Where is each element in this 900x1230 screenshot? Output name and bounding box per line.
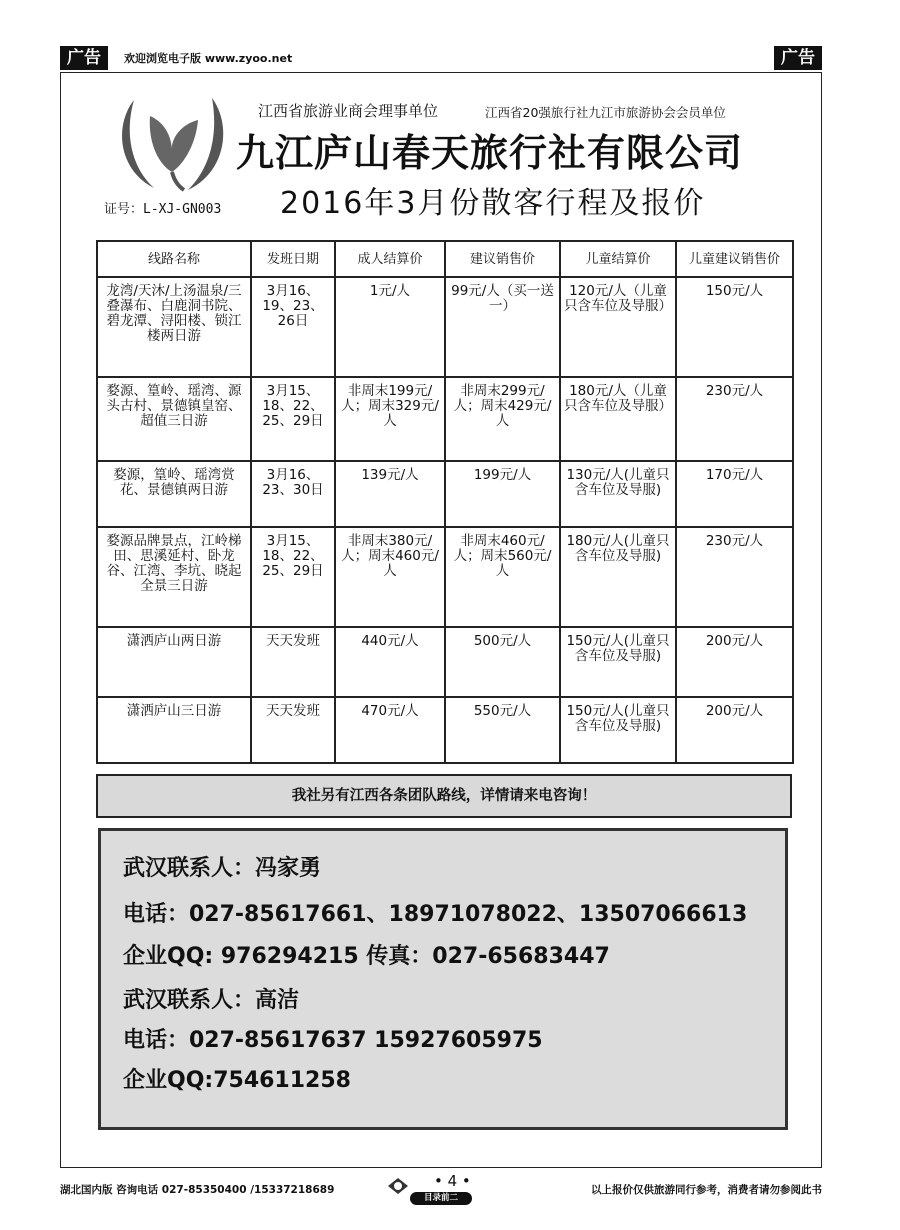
ad-label-right: 广告 bbox=[774, 46, 822, 70]
child-price-cell: 150元/人(儿童只含车位及导服) bbox=[560, 627, 676, 697]
suggested-price-cell: 199元/人 bbox=[445, 461, 560, 527]
date-cell: 3月15、18、22、25、29日 bbox=[251, 377, 335, 461]
contact-qq-fax-1[interactable]: 企业QQ: 976294215 传真：027-65683447 bbox=[123, 944, 610, 969]
member-text-2: 江西省20强旅行社九江市旅游协会会员单位 bbox=[485, 105, 726, 120]
date-cell: 天天发班 bbox=[251, 627, 335, 697]
contact-box bbox=[98, 828, 788, 1130]
suggested-price-cell: 99元/人（买一送一） bbox=[445, 277, 560, 377]
child-price-cell: 120元/人（儿童只含车位及导服） bbox=[560, 277, 676, 377]
team-route-banner: 我社另有江西各条团队路线，详情请来电咨询！ bbox=[96, 774, 792, 818]
contact-person-2: 武汉联系人：高洁 bbox=[123, 988, 300, 1013]
company-logo-icon bbox=[112, 80, 232, 195]
child-price-cell: 130元/人(儿童只含车位及导服) bbox=[560, 461, 676, 527]
child-suggested-price-cell: 200元/人 bbox=[676, 697, 793, 763]
child-suggested-price-cell: 230元/人 bbox=[676, 527, 793, 627]
table-row bbox=[97, 527, 793, 627]
contact-phone-2[interactable]: 电话：027-85617637 15927605975 bbox=[123, 1028, 543, 1053]
child-suggested-price-cell: 150元/人 bbox=[676, 277, 793, 377]
adult-price-cell: 470元/人 bbox=[335, 697, 445, 763]
suggested-price-cell: 非周末460元/人；周末560元/人 bbox=[445, 527, 560, 627]
ad-label-left: 广告 bbox=[60, 46, 108, 70]
adult-price-cell: 非周末380元/人；周末460元/人 bbox=[335, 527, 445, 627]
header-adult-price: 成人结算价 bbox=[335, 241, 445, 277]
header-child-suggested-price: 儿童建议销售价 bbox=[676, 241, 793, 277]
date-cell: 3月15、18、22、25、29日 bbox=[251, 527, 335, 627]
child-suggested-price-cell: 230元/人 bbox=[676, 377, 793, 461]
contact-phone-1[interactable]: 电话：027-85617661、18971078022、13507066613 bbox=[123, 902, 748, 927]
header-route: 线路名称 bbox=[97, 241, 251, 277]
license-number: 证号：L-XJ-GN003 bbox=[104, 202, 222, 217]
suggested-price-cell: 550元/人 bbox=[445, 697, 560, 763]
table-row bbox=[97, 697, 793, 763]
company-name: 九江庐山春天旅行社有限公司 bbox=[236, 131, 744, 175]
page-title: 2016年3月份散客行程及报价 bbox=[280, 186, 706, 221]
header-suggested-price: 建议销售价 bbox=[445, 241, 560, 277]
date-cell: 3月16、23、30日 bbox=[251, 461, 335, 527]
child-suggested-price-cell: 200元/人 bbox=[676, 627, 793, 697]
route-cell: 潇洒庐山三日游 bbox=[97, 697, 251, 763]
footer-disclaimer: 以上报价仅供旅游同行参考，消费者请勿参阅此书 bbox=[591, 1184, 822, 1196]
footer-edition-info: 湖北国内版 咨询电话 027-85350400 /15337218689 bbox=[60, 1184, 335, 1196]
route-cell: 潇洒庐山两日游 bbox=[97, 627, 251, 697]
child-price-cell: 150元/人(儿童只含车位及导服) bbox=[560, 697, 676, 763]
header-date: 发班日期 bbox=[251, 241, 335, 277]
adult-price-cell: 139元/人 bbox=[335, 461, 445, 527]
child-price-cell: 180元/人(儿童只含车位及导服) bbox=[560, 527, 676, 627]
table-row bbox=[97, 461, 793, 527]
adult-price-cell: 非周末199元/人；周末329元/人 bbox=[335, 377, 445, 461]
route-cell: 龙湾/天沐/上汤温泉/三叠瀑布、白鹿洞书院、碧龙潭、浔阳楼、锁江楼两日游 bbox=[97, 277, 251, 377]
suggested-price-cell: 非周末299元/人；周末429元/人 bbox=[445, 377, 560, 461]
welcome-text[interactable]: 欢迎浏览电子版 www.zyoo.net bbox=[124, 52, 293, 65]
table-header-row bbox=[97, 241, 793, 277]
child-suggested-price-cell: 170元/人 bbox=[676, 461, 793, 527]
date-cell: 天天发班 bbox=[251, 697, 335, 763]
member-text-1: 江西省旅游业商会理事单位 bbox=[258, 102, 439, 120]
table-row bbox=[97, 627, 793, 697]
page-number: • 4 • bbox=[434, 1172, 471, 1190]
table-row bbox=[97, 277, 793, 377]
date-cell: 3月16、19、23、26日 bbox=[251, 277, 335, 377]
contact-person-1: 武汉联系人：冯家勇 bbox=[123, 856, 322, 881]
adult-price-cell: 1元/人 bbox=[335, 277, 445, 377]
header-child-price: 儿童结算价 bbox=[560, 241, 676, 277]
route-cell: 婺源品牌景点，江岭梯田、思溪延村、卧龙谷、江湾、李坑、晓起全景三日游 bbox=[97, 527, 251, 627]
child-price-cell: 180元/人（儿童只含车位及导服） bbox=[560, 377, 676, 461]
adult-price-cell: 440元/人 bbox=[335, 627, 445, 697]
route-cell: 婺源，篁岭、瑶湾赏花、景德镇两日游 bbox=[97, 461, 251, 527]
table-row bbox=[97, 377, 793, 461]
contact-qq-2[interactable]: 企业QQ:754611258 bbox=[123, 1068, 351, 1093]
page-label[interactable]: 目录前二 bbox=[410, 1192, 472, 1205]
route-cell: 婺源、篁岭、瑶湾、源头古村、景德镇皇窑、超值三日游 bbox=[97, 377, 251, 461]
suggested-price-cell: 500元/人 bbox=[445, 627, 560, 697]
price-table bbox=[96, 240, 794, 764]
